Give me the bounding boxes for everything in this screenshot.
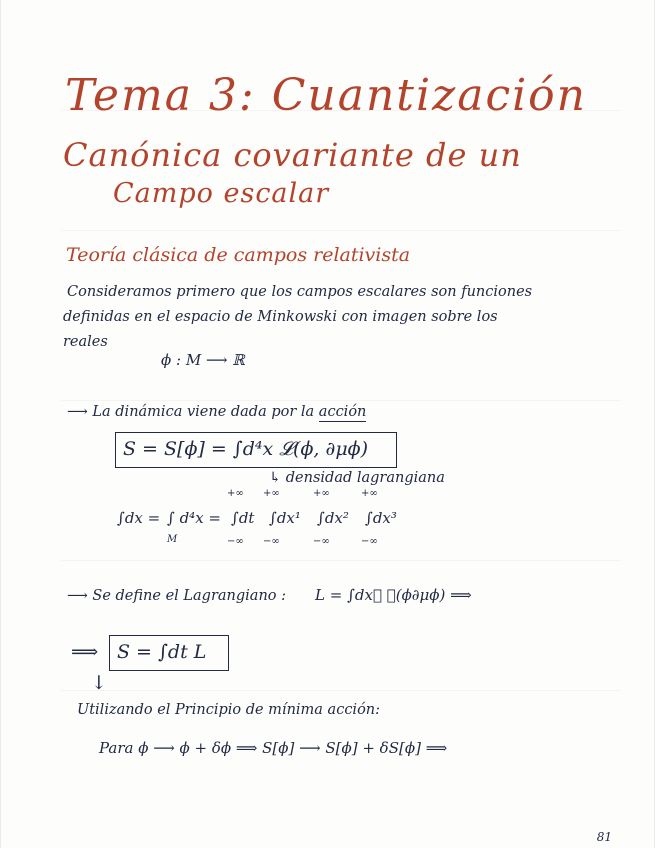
lagrangian-intro: ⟶ Se define el Lagrangiano : — [67, 588, 287, 604]
ghost-line — [61, 400, 621, 401]
measure-dx3: ∫dx³ — [365, 509, 397, 527]
ghost-line — [61, 230, 621, 231]
intro-line-1: Consideramos primero que los campos escalares son funciones — [67, 284, 533, 300]
principle-text: Utilizando el Principio de mínima acción: — [77, 702, 381, 718]
action-L-formula: S = ∫dt L — [117, 641, 207, 663]
section-heading: Teoría clásica de campos relativista — [66, 244, 411, 266]
intro-line-2: definidas en el espacio de Minkowski con imagen sobre los — [63, 309, 498, 325]
action-word: acción — [318, 404, 367, 420]
measure-dt: ∫dt — [231, 509, 255, 527]
lagrangian-formula: L = ∫dx⃗ 𝓛(ϕ∂μϕ) ⟹ — [315, 586, 472, 604]
lagrangian-density-label: ↳ densidad lagrangiana — [269, 470, 445, 486]
measure-d4x: ∫ d⁴x = — [167, 509, 221, 527]
ghost-line — [61, 560, 621, 561]
field-map: ϕ : M ⟶ ℝ — [161, 351, 245, 369]
measure-dx2: ∫dx² — [317, 509, 349, 527]
measure-sub-M: M — [167, 534, 178, 545]
bound-lower: −∞ — [313, 536, 330, 547]
bound-lower: −∞ — [361, 536, 378, 547]
implies-arrow: ⟹ — [71, 641, 99, 663]
bound-lower: −∞ — [263, 536, 280, 547]
bound-upper: +∞ — [263, 488, 280, 499]
action-formula: S = S[ϕ] = ∫d⁴x 𝓛(ϕ, ∂μϕ) — [123, 438, 369, 460]
intro-line-3: reales — [63, 334, 108, 350]
title-line-1: Tema 3: Cuantización — [65, 70, 588, 121]
bound-lower: −∞ — [227, 536, 244, 547]
measure-lhs: ∫dx = — [117, 509, 161, 527]
action-intro-text: ⟶ La dinámica viene dada por la — [67, 404, 315, 420]
action-intro — [67, 404, 366, 420]
bound-upper: +∞ — [361, 488, 378, 499]
bound-upper: +∞ — [313, 488, 330, 499]
title-line-2: Canónica covariante de un — [63, 136, 522, 174]
variation-formula: Para ϕ ⟶ ϕ + δϕ ⟹ S[ϕ] ⟶ S[ϕ] + δS[ϕ] ⟹ — [99, 739, 448, 757]
ghost-line — [61, 690, 621, 691]
measure-dx1: ∫dx¹ — [269, 509, 301, 527]
bound-upper: +∞ — [227, 488, 244, 499]
title-line-3: Campo escalar — [113, 178, 330, 209]
down-arrow: ↓ — [91, 672, 107, 694]
page-number: 81 — [596, 830, 612, 844]
